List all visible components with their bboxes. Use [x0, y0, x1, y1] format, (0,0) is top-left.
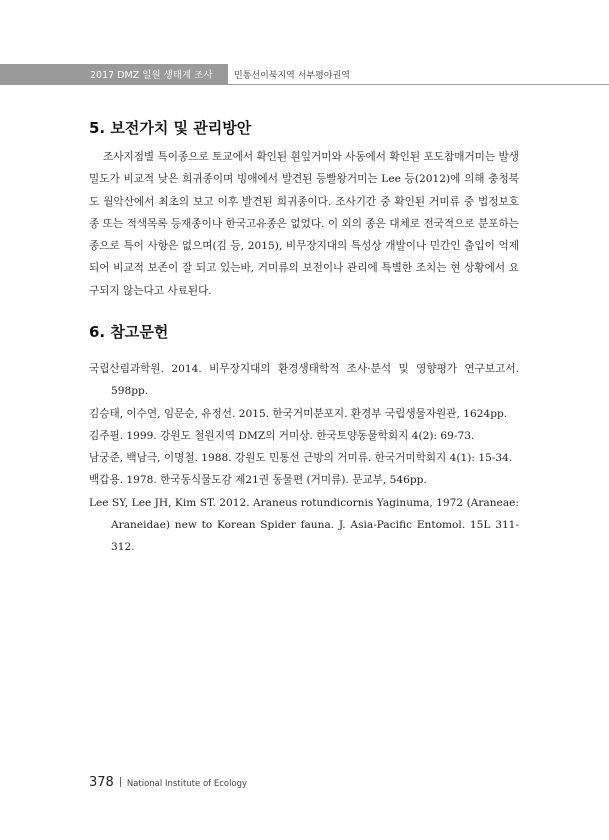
reference-item: 김주필. 1999. 강원도 철원지역 DMZ의 거미상. 한국토양동물학회지 4(2): 69-73.: [89, 429, 475, 442]
reference-item: 김승태, 이수연, 임문순, 유정선. 2015. 한국거미분포지. 환경부 국립생물자원관, 1624pp.: [89, 407, 508, 420]
reference-item: 남궁준, 백남극, 이명철. 1988. 강원도 민통선 근방의 거미류. 한국거미학회지 4(1): 15-34.: [89, 452, 513, 465]
header-region: 민통선이북지역 서부평야권역: [234, 71, 350, 81]
section-5-paragraph: 조사지점별 특이종으로 토교에서 확인된 흰잎거미와 사동에서 확인된 포도참매거미는 발생밀도가 비교적 낮은 희귀종이며 빙애에서 발견된 등빨왕거미는 Lee 등(2012)에 의해 충청북도 월악산에서 최초의 보고 이후 발견된 희귀종이다. 조사기간 중 확인된 거미류 중 법정보호종 또는 적색목록 등재종이나 한국고유종은 없었다. 이 외의 종은 대체로 전국적으로 분포하는 종으로 특이 사항은 없으며(김 등, 2015), 비무장지대의 특성상 개발이나 민간인 출입이 억제되어 비교적 보존이 잘 되고 있는바, 거미류의 보전이나 관리에 특별한 조치는 현 상황에서 요구되지 않는다고 사료된다.: [89, 151, 519, 297]
page-number: 378: [89, 775, 114, 790]
header-title-band: [0, 64, 228, 85]
header-rule: [228, 84, 609, 85]
footer-institute: National Institute of Ecology: [126, 779, 248, 789]
reference-item: 국립산림과학원. 2014. 비무장지대의 환경생태학적 조사·분석 및 영향평가 연구보고서. 598pp.: [89, 363, 519, 398]
running-header: [0, 64, 609, 85]
section-5-heading: 5. 보전가치 및 관리방안: [89, 119, 252, 137]
section-5-body: [89, 146, 519, 302]
reference-item: 백갑용. 1978. 한국동식물도감 제21권 동물편 (거미류). 문교부, 546pp.: [89, 474, 427, 487]
reference-item: Lee SY, Lee JH, Kim ST. 2012. Araneus rotundicornis Yaginuma, 1972 (Araneae: Araneidae) new to Korean Spider fauna. J. Asia-Pacific Entomol. 15L 311-312.: [89, 496, 519, 554]
header-report-title: 2017 DMZ 일원 생태계 조사: [90, 70, 213, 81]
footer-divider: [120, 777, 121, 787]
reference-list: [89, 358, 519, 559]
page-footer: [89, 771, 247, 790]
section-6-heading: 6. 참고문헌: [89, 323, 169, 341]
